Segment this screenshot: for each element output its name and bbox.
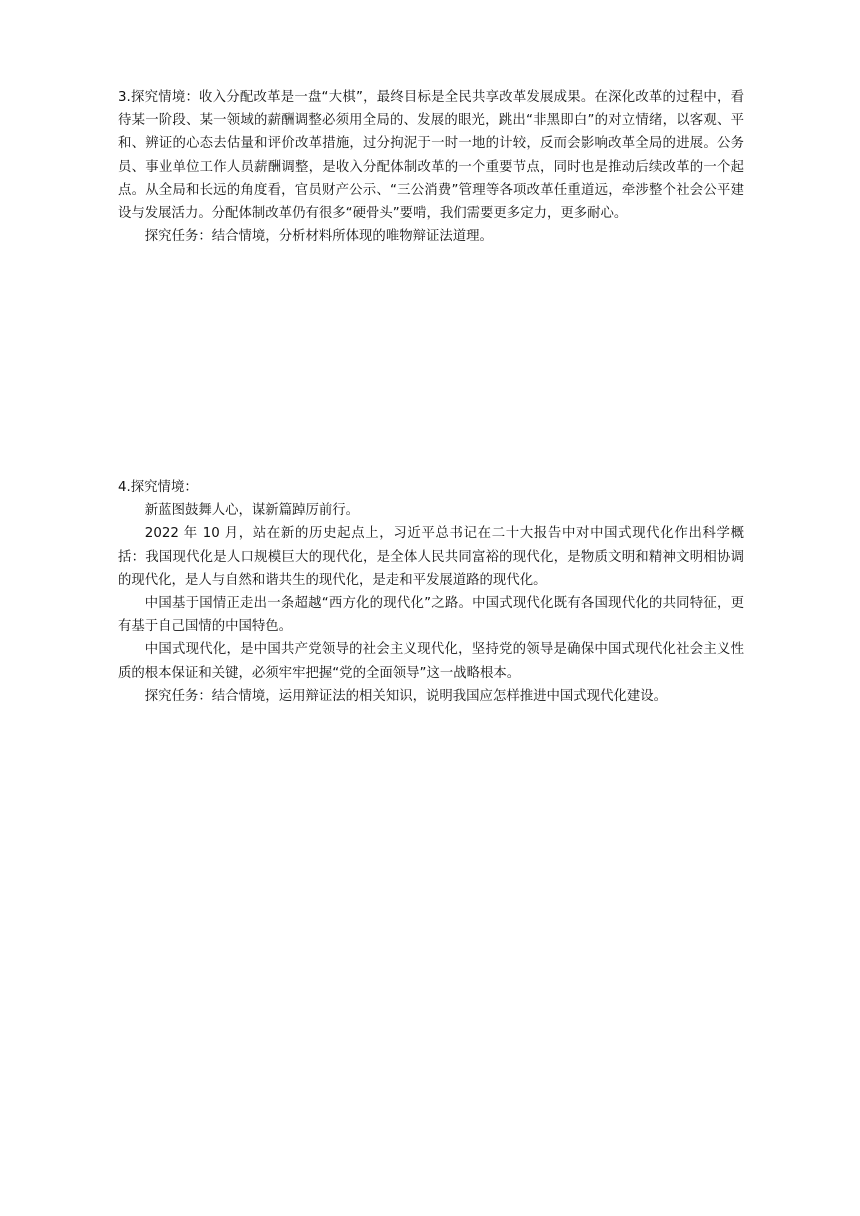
question-3-number: 3. bbox=[118, 90, 131, 105]
question-3 bbox=[118, 86, 744, 248]
question-4-paragraph-4: 中国式现代化，是中国共产党领导的社会主义现代化，坚持党的领导是确保中国式现代化社会主义性质的根本保证和关键，必须牢牢把握“党的全面领导”这一战略根本。 bbox=[118, 642, 744, 681]
question-3-context-text: 探究情境：收入分配改革是一盘“大棋”，最终目标是全民共享改革发展成果。在深化改革的过程中，看待某一阶段、某一领域的薪酬调整必须用全局的、发展的眼光，跳出“非黑即白”的对立情绪，以客观、平和、辨证的心态去估量和评价改革措施，过分拘泥于一时一地的计较，反而会影响改革全局的进展。公务员、事业单位工作人员薪酬调整，是收入分配体制改革的一个重要节点，同时也是推动后续改革的一个起点。从全局和长远的角度看，官员财产公示、“三公消费”管理等各项改革任重道远，牵涉整个社会公平建设与发展活力。分配体制改革仍有很多“硬骨头”要啃，我们需要更多定力，更多耐心。 bbox=[118, 90, 744, 222]
question-4-paragraph-2: 2022 年 10 月，站在新的历史起点上，习近平总书记在二十大报告中对中国式现代化作出科学概括：我国现代化是人口规模巨大的现代化，是全体人民共同富裕的现代化，是物质文明和精神文明相协调的现代化，是人与自然和谐共生的现代化，是走和平发展道路的现代化。 bbox=[118, 526, 744, 588]
question-4-heading-text: 探究情境： bbox=[130, 480, 198, 495]
question-3-context bbox=[118, 86, 744, 225]
question-4-paragraph-1: 新蓝图鼓舞人心，谋新篇踔厉前行。 bbox=[144, 503, 360, 519]
question-4 bbox=[118, 476, 744, 708]
question-4-number: 4. bbox=[118, 480, 131, 495]
question-4-task: 探究任务：结合情境，运用辩证法的相关知识，说明我国应怎样推进中国式现代化建设。 bbox=[144, 688, 668, 704]
answer-space-3 bbox=[118, 275, 744, 465]
question-4-heading bbox=[118, 476, 744, 499]
question-3-task: 探究任务：结合情境，分析材料所体现的唯物辩证法道理。 bbox=[144, 229, 493, 245]
question-4-paragraph-3: 中国基于国情正走出一条超越“西方化的现代化”之路。中国式现代化既有各国现代化的共同特征，更有基于自己国情的中国特色。 bbox=[118, 596, 744, 635]
answer-space-4 bbox=[118, 710, 744, 1190]
